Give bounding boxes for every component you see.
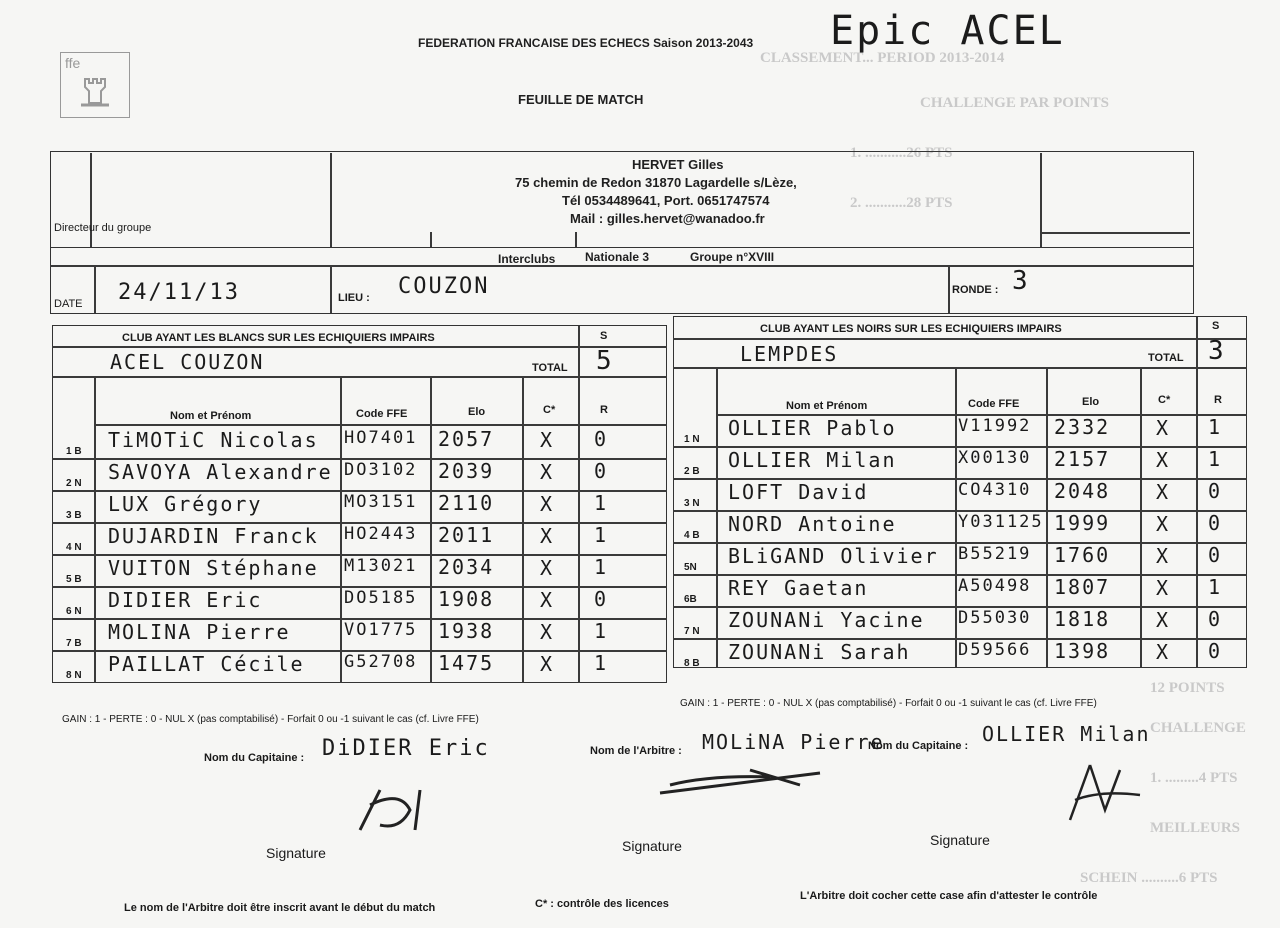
scoring-note-right: GAIN : 1 - PERTE : 0 - NUL X (pas comptabilisé) - Forfait 0 ou -1 suivant le cas (cf. Livre FFE)	[680, 698, 1097, 709]
board-label: 6B	[684, 594, 697, 605]
licence-check: X	[1156, 448, 1171, 472]
player-name: REY Gaetan	[728, 576, 869, 600]
white-c-header: C*	[543, 404, 556, 416]
player-result: 0	[1208, 511, 1223, 535]
board-label: 2 N	[66, 478, 82, 489]
black-elo-header: Elo	[1082, 396, 1100, 408]
player-name: NORD Antoine	[728, 512, 897, 536]
player-elo: 2057	[438, 427, 495, 451]
white-club-header: CLUB AYANT LES BLANCS SUR LES ECHIQUIERS IMPAIRS	[122, 332, 435, 344]
black-club-name: LEMPDES	[740, 342, 839, 366]
licence-check: X	[1156, 608, 1171, 632]
player-elo: 2034	[438, 555, 495, 579]
handwritten-title: Epic ACEL	[830, 8, 1065, 54]
white-total-label: TOTAL	[532, 362, 568, 374]
signature-label-3: Signature	[930, 832, 990, 848]
player-elo: 2332	[1054, 415, 1111, 439]
player-code: A50498	[958, 576, 1032, 596]
board-label: 6 N	[66, 606, 82, 617]
player-result: 1	[594, 491, 609, 515]
board-label: 4 N	[66, 542, 82, 553]
bleed-text-9: SCHEIN ..........6 PTS	[1080, 870, 1218, 886]
white-name-header: Nom et Prénom	[170, 410, 252, 422]
white-club-name: ACEL COUZON	[110, 350, 265, 374]
director-mail: Mail : gilles.hervet@wanadoo.fr	[570, 211, 765, 226]
player-name: SAVOYA Alexandre	[108, 460, 333, 484]
player-result: 0	[1208, 639, 1223, 663]
board-label: 5 B	[66, 574, 82, 585]
player-name: OLLIER Milan	[728, 448, 897, 472]
black-club-header: CLUB AYANT LES NOIRS SUR LES ECHIQUIERS IMPAIRS	[760, 323, 1062, 335]
licence-check: X	[1156, 640, 1171, 664]
footer-check-note: L'Arbitre doit cocher cette case afin d'attester le contrôle	[800, 890, 1098, 902]
bleed-text-3: 1. ...........26 PTS	[850, 145, 953, 161]
player-elo: 1760	[1054, 543, 1111, 567]
player-name: MOLINA Pierre	[108, 620, 291, 644]
board-label: 3 N	[684, 498, 700, 509]
board-label: 5N	[684, 562, 697, 573]
arbiter-label: Nom de l'Arbitre :	[590, 745, 682, 757]
player-result: 0	[1208, 543, 1223, 567]
board-label: 3 B	[66, 510, 82, 521]
captain2-label: Nom du Capitaine :	[868, 740, 969, 752]
board-label: 1 B	[66, 446, 82, 457]
bleed-text-7: 1. .........4 PTS	[1150, 770, 1238, 786]
player-elo: 1807	[1054, 575, 1111, 599]
player-elo: 1938	[438, 619, 495, 643]
licence-check: X	[540, 556, 555, 580]
signature-arbiter	[650, 755, 830, 805]
bleed-text-2: CHALLENGE PAR POINTS	[920, 95, 1109, 111]
footer-licence-note: C* : contrôle des licences	[535, 898, 669, 910]
player-code: HO2443	[344, 524, 418, 544]
director-address: 75 chemin de Redon 31870 Lagardelle s/Lèze,	[515, 175, 797, 190]
licence-check: X	[540, 620, 555, 644]
director-name: HERVET Gilles	[632, 157, 724, 172]
director-phone: Tél 0534489641, Port. 0651747574	[562, 193, 770, 208]
player-code: HO7401	[344, 428, 418, 448]
player-code: V11992	[958, 416, 1032, 436]
place-label: LIEU :	[338, 292, 370, 304]
licence-check: X	[1156, 480, 1171, 504]
player-elo: 1999	[1054, 511, 1111, 535]
signature-captain1	[340, 770, 450, 850]
date-value: 24/11/13	[118, 280, 240, 305]
player-result: 1	[1208, 415, 1223, 439]
federation-line: FEDERATION FRANCAISE DES ECHECS Saison 2013-2043	[418, 36, 754, 50]
player-result: 1	[594, 523, 609, 547]
player-code: Y031125	[958, 512, 1044, 532]
board-label: 4 B	[684, 530, 700, 541]
bleed-text-1: CLASSEMENT... PERIOD 2013-2014	[760, 50, 1005, 66]
black-c-header: C*	[1158, 394, 1171, 406]
player-name: DUJARDIN Franck	[108, 524, 319, 548]
player-elo: 1818	[1054, 607, 1111, 631]
player-name: LUX Grégory	[108, 492, 263, 516]
scoring-note-left: GAIN : 1 - PERTE : 0 - NUL X (pas comptabilisé) - Forfait 0 ou -1 suivant le cas (cf. Livre FFE)	[62, 714, 479, 725]
white-total-value: 5	[596, 346, 614, 376]
captain1-label: Nom du Capitaine :	[204, 752, 305, 764]
player-code: MO3151	[344, 492, 418, 512]
sheet-title: FEUILLE DE MATCH	[518, 92, 644, 107]
player-name: ZOUNANi Sarah	[728, 640, 911, 664]
board-label: 8 B	[684, 658, 700, 669]
player-elo: 2039	[438, 459, 495, 483]
signature-label-1: Signature	[266, 845, 326, 861]
interclubs-label: Interclubs	[498, 252, 556, 266]
licence-check: X	[540, 652, 555, 676]
board-label: 8 N	[66, 670, 82, 681]
player-result: 0	[1208, 607, 1223, 631]
player-code: G52708	[344, 652, 418, 672]
licence-check: X	[540, 588, 555, 612]
player-code: CO4310	[958, 480, 1032, 500]
black-r-header: R	[1214, 394, 1222, 406]
player-code: M13021	[344, 556, 418, 576]
director-label: Directeur du groupe	[54, 222, 152, 234]
signature-captain2	[1050, 760, 1150, 830]
player-result: 1	[594, 555, 609, 579]
black-s-header: S	[1212, 320, 1220, 332]
player-code: D59566	[958, 640, 1032, 660]
white-code-header: Code FFE	[356, 408, 408, 420]
bleed-text-8: MEILLEURS	[1150, 820, 1241, 836]
bleed-text-6: CHALLENGE	[1150, 720, 1246, 736]
player-name: VUITON Stéphane	[108, 556, 319, 580]
black-name-header: Nom et Prénom	[786, 400, 868, 412]
white-r-header: R	[600, 404, 608, 416]
white-s-header: S	[600, 330, 608, 342]
player-elo: 2011	[438, 523, 495, 547]
player-result: 1	[1208, 575, 1223, 599]
captain1-name: DiDIER Eric	[322, 736, 490, 761]
round-value: 3	[1012, 266, 1030, 296]
player-code: DO3102	[344, 460, 418, 480]
player-code: B55219	[958, 544, 1032, 564]
black-code-header: Code FFE	[968, 398, 1020, 410]
player-elo: 2157	[1054, 447, 1111, 471]
player-name: PAILLAT Cécile	[108, 652, 305, 676]
white-elo-header: Elo	[468, 406, 486, 418]
licence-check: X	[540, 492, 555, 516]
player-result: 0	[594, 587, 609, 611]
black-total-value: 3	[1208, 336, 1226, 366]
board-label: 7 N	[684, 626, 700, 637]
date-label: DATE	[54, 298, 83, 310]
licence-check: X	[1156, 416, 1171, 440]
player-code: D55030	[958, 608, 1032, 628]
player-name: TiMOTiC Nicolas	[108, 428, 319, 452]
black-total-label: TOTAL	[1148, 352, 1184, 364]
division-label: Nationale 3	[585, 250, 650, 264]
player-result: 1	[1208, 447, 1223, 471]
round-label: RONDE :	[952, 284, 999, 296]
player-result: 0	[594, 459, 609, 483]
licence-check: X	[540, 460, 555, 484]
licence-check: X	[540, 524, 555, 548]
player-name: LOFT David	[728, 480, 869, 504]
player-elo: 1908	[438, 587, 495, 611]
place-value: COUZON	[398, 274, 490, 299]
licence-check: X	[540, 428, 555, 452]
footer-arbiter-note: Le nom de l'Arbitre doit être inscrit avant le début du match	[124, 902, 436, 914]
player-code: DO5185	[344, 588, 418, 608]
group-label: Groupe n°XVIII	[690, 250, 775, 264]
player-result: 0	[594, 427, 609, 451]
board-label: 2 B	[684, 466, 700, 477]
player-result: 0	[1208, 479, 1223, 503]
board-label: 1 N	[684, 434, 700, 445]
licence-check: X	[1156, 544, 1171, 568]
bleed-text-4: 2. ...........28 PTS	[850, 195, 953, 211]
player-result: 1	[594, 619, 609, 643]
player-elo: 1475	[438, 651, 495, 675]
player-elo: 2048	[1054, 479, 1111, 503]
player-name: DIDIER Eric	[108, 588, 263, 612]
bleed-text-5: 12 POINTS	[1150, 680, 1225, 696]
player-elo: 2110	[438, 491, 495, 515]
captain2-name: OLLIER Milan	[982, 722, 1151, 746]
player-code: VO1775	[344, 620, 418, 640]
player-code: X00130	[958, 448, 1032, 468]
ffe-logo	[60, 52, 130, 118]
licence-check: X	[1156, 576, 1171, 600]
arbiter-name: MOLiNA Pierre	[702, 730, 885, 754]
player-name: ZOUNANi Yacine	[728, 608, 925, 632]
player-elo: 1398	[1054, 639, 1111, 663]
player-name: BLiGAND Olivier	[728, 544, 939, 568]
board-label: 7 B	[66, 638, 82, 649]
player-result: 1	[594, 651, 609, 675]
licence-check: X	[1156, 512, 1171, 536]
player-name: OLLIER Pablo	[728, 416, 897, 440]
ffe-logo-text: ffe	[65, 55, 81, 71]
signature-label-2: Signature	[622, 838, 682, 854]
